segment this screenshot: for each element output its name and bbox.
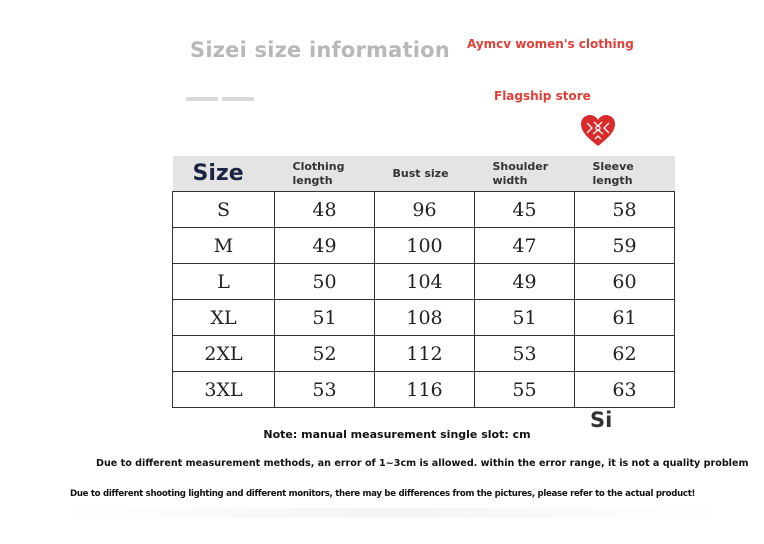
cell-clothing-length: 52 (275, 336, 375, 372)
cell-sleeve-length: 60 (575, 264, 675, 300)
cell-clothing-length: 51 (275, 300, 375, 336)
cell-shoulder-width: 47 (475, 228, 575, 264)
cell-shoulder-width: 53 (475, 336, 575, 372)
cell-shoulder-width: 55 (475, 372, 575, 408)
cell-clothing-length: 50 (275, 264, 375, 300)
header-sleeve-length: Sleeve length (575, 156, 675, 192)
cell-shoulder-width: 45 (475, 192, 575, 228)
table-row (173, 264, 675, 300)
header-clothing-length: Clothing length (275, 156, 375, 192)
table-row (173, 372, 675, 408)
page-title: Sizei size information (190, 38, 450, 62)
cell-shoulder-width: 49 (475, 264, 575, 300)
cell-clothing-length: 53 (275, 372, 375, 408)
cell-size: S (173, 192, 275, 228)
faded-divider (60, 508, 720, 518)
cell-sleeve-length: 61 (575, 300, 675, 336)
cell-clothing-length: 48 (275, 192, 375, 228)
header-shoulder-width: Shoulder width (475, 156, 575, 192)
cropped-text-fragment: Si (590, 408, 613, 432)
cell-sleeve-length: 63 (575, 372, 675, 408)
table-row (173, 228, 675, 264)
cell-clothing-length: 49 (275, 228, 375, 264)
cell-bust-size: 108 (375, 300, 475, 336)
header-size: Size (173, 156, 275, 192)
cell-sleeve-length: 59 (575, 228, 675, 264)
cell-sleeve-length: 62 (575, 336, 675, 372)
header-bust-size: Bust size (375, 156, 475, 192)
cell-bust-size: 100 (375, 228, 475, 264)
cell-size: 2XL (173, 336, 275, 372)
cell-size: XL (173, 300, 275, 336)
table-row (173, 336, 675, 372)
cell-bust-size: 116 (375, 372, 475, 408)
table-row (173, 300, 675, 336)
size-table (172, 156, 675, 408)
cell-size: M (173, 228, 275, 264)
unit-note: Note: manual measurement single slot: cm (263, 428, 531, 441)
table-row (173, 192, 675, 228)
red-heart-logo-icon (580, 114, 616, 148)
cell-bust-size: 96 (375, 192, 475, 228)
cell-bust-size: 104 (375, 264, 475, 300)
cell-size: L (173, 264, 275, 300)
measurement-disclaimer: Due to different measurement methods, an error of 1~3cm is allowed. within the error range, it is not a quality problem (96, 458, 749, 469)
title-underline-2 (222, 97, 254, 101)
store-name: Aymcv women's clothing (467, 37, 634, 51)
table-header-row (173, 156, 675, 192)
cell-sleeve-length: 58 (575, 192, 675, 228)
cell-bust-size: 112 (375, 336, 475, 372)
cell-size: 3XL (173, 372, 275, 408)
store-type: Flagship store (494, 89, 591, 103)
color-disclaimer: Due to different shooting lighting and different monitors, there may be differences from the pictures, please refer to the actual product! (70, 489, 696, 499)
title-underline (186, 97, 218, 101)
cell-shoulder-width: 51 (475, 300, 575, 336)
